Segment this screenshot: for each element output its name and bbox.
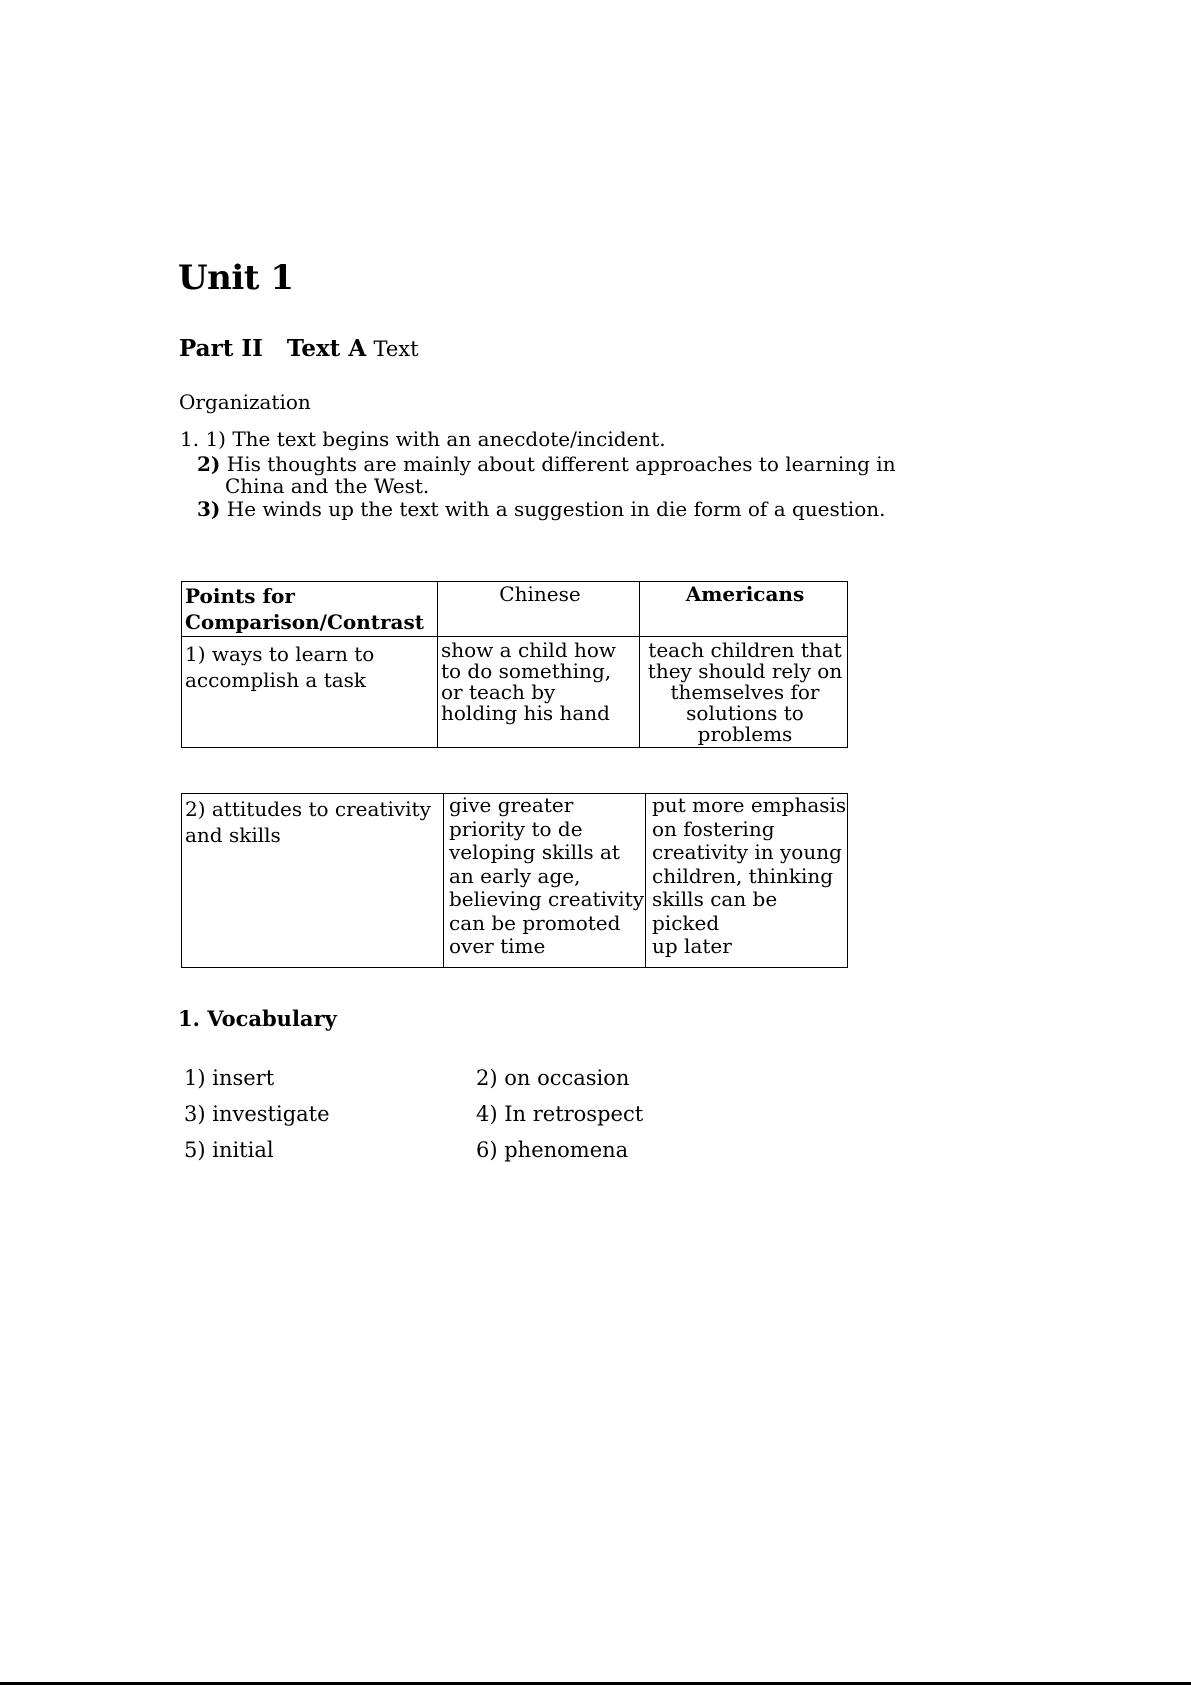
cell-line: creativity in young <box>652 840 842 864</box>
organization-item-1 <box>180 428 666 450</box>
part-label: Part II <box>179 335 263 362</box>
comparison-table <box>181 581 848 748</box>
text-label: Text A <box>286 335 367 362</box>
cell-line: teach children that <box>648 638 842 662</box>
header-line: Points for <box>185 584 295 608</box>
cell-line: veloping skills at <box>449 840 620 864</box>
cell-line: can be promoted <box>449 910 621 935</box>
vocabulary-heading: 1. Vocabulary <box>178 1006 337 1031</box>
header-points <box>182 582 438 637</box>
comparison-table-continued <box>181 793 848 968</box>
cell-point <box>182 794 444 968</box>
item-text: The text begins with an anecdote/incident. <box>232 427 666 451</box>
cell-americans <box>640 637 848 748</box>
cell-line: to do something, <box>441 659 612 683</box>
cell-chinese <box>444 794 646 968</box>
cell-line: show a child how <box>441 638 617 662</box>
cell-point <box>182 637 438 748</box>
text-sublabel: Text <box>373 337 419 361</box>
cell-line: and skills <box>185 823 281 847</box>
item-text: His thoughts are mainly about different approaches to learning in <box>226 452 896 476</box>
header-americans: Americans <box>640 582 848 637</box>
page-title: Unit 1 <box>178 258 294 298</box>
item-number: 1. 1) <box>180 427 226 451</box>
item-number: 2) <box>197 452 221 476</box>
cell-line: give greater <box>449 793 574 817</box>
cell-line: skills can be picked <box>652 887 778 935</box>
cell-americans <box>646 794 848 968</box>
cell-line: themselves for <box>670 680 820 704</box>
vocabulary-item: 3) investigate <box>184 1102 330 1126</box>
section-heading <box>179 335 419 362</box>
organization-item-3 <box>197 498 885 520</box>
vocabulary-item: 2) on occasion <box>476 1066 630 1090</box>
vocabulary-item: 5) initial <box>184 1138 274 1162</box>
table-row <box>182 637 848 748</box>
organization-label: Organization <box>179 390 311 414</box>
cell-line: children, thinking <box>652 863 834 888</box>
cell-line: 1) ways to learn to <box>185 642 375 666</box>
cell-line: solutions to <box>686 701 804 725</box>
cell-chinese <box>438 637 640 748</box>
cell-line: an early age, <box>449 863 581 888</box>
header-line: Comparison/Contrast <box>185 610 424 634</box>
cell-line: believing creativity <box>449 887 644 911</box>
item-number: 3) <box>197 497 221 521</box>
cell-line: 2) attitudes to creativity <box>185 797 431 821</box>
item-text: He winds up the text with a suggestion in die form of a question. <box>226 497 886 521</box>
table-row <box>182 794 848 968</box>
cell-line: over time <box>449 934 546 958</box>
organization-item-2-continuation: China and the West. <box>225 474 430 498</box>
cell-line: on fostering <box>652 816 775 841</box>
cell-line: holding his hand <box>441 701 610 725</box>
cell-line: up later <box>652 934 732 958</box>
cell-line: put more emphasis <box>652 793 847 817</box>
vocabulary-item: 1) insert <box>184 1066 275 1090</box>
cell-line: they should rely on <box>647 659 843 683</box>
table-header-row <box>182 582 848 637</box>
header-chinese: Chinese <box>438 582 640 637</box>
cell-line: or teach by <box>441 680 556 704</box>
vocabulary-item: 4) In retrospect <box>476 1102 644 1126</box>
cell-line: accomplish a task <box>185 668 367 692</box>
cell-line: problems <box>697 722 793 746</box>
vocabulary-item: 6) phenomena <box>476 1138 629 1162</box>
cell-line: priority to de <box>449 816 583 841</box>
organization-item-2 <box>197 453 896 475</box>
